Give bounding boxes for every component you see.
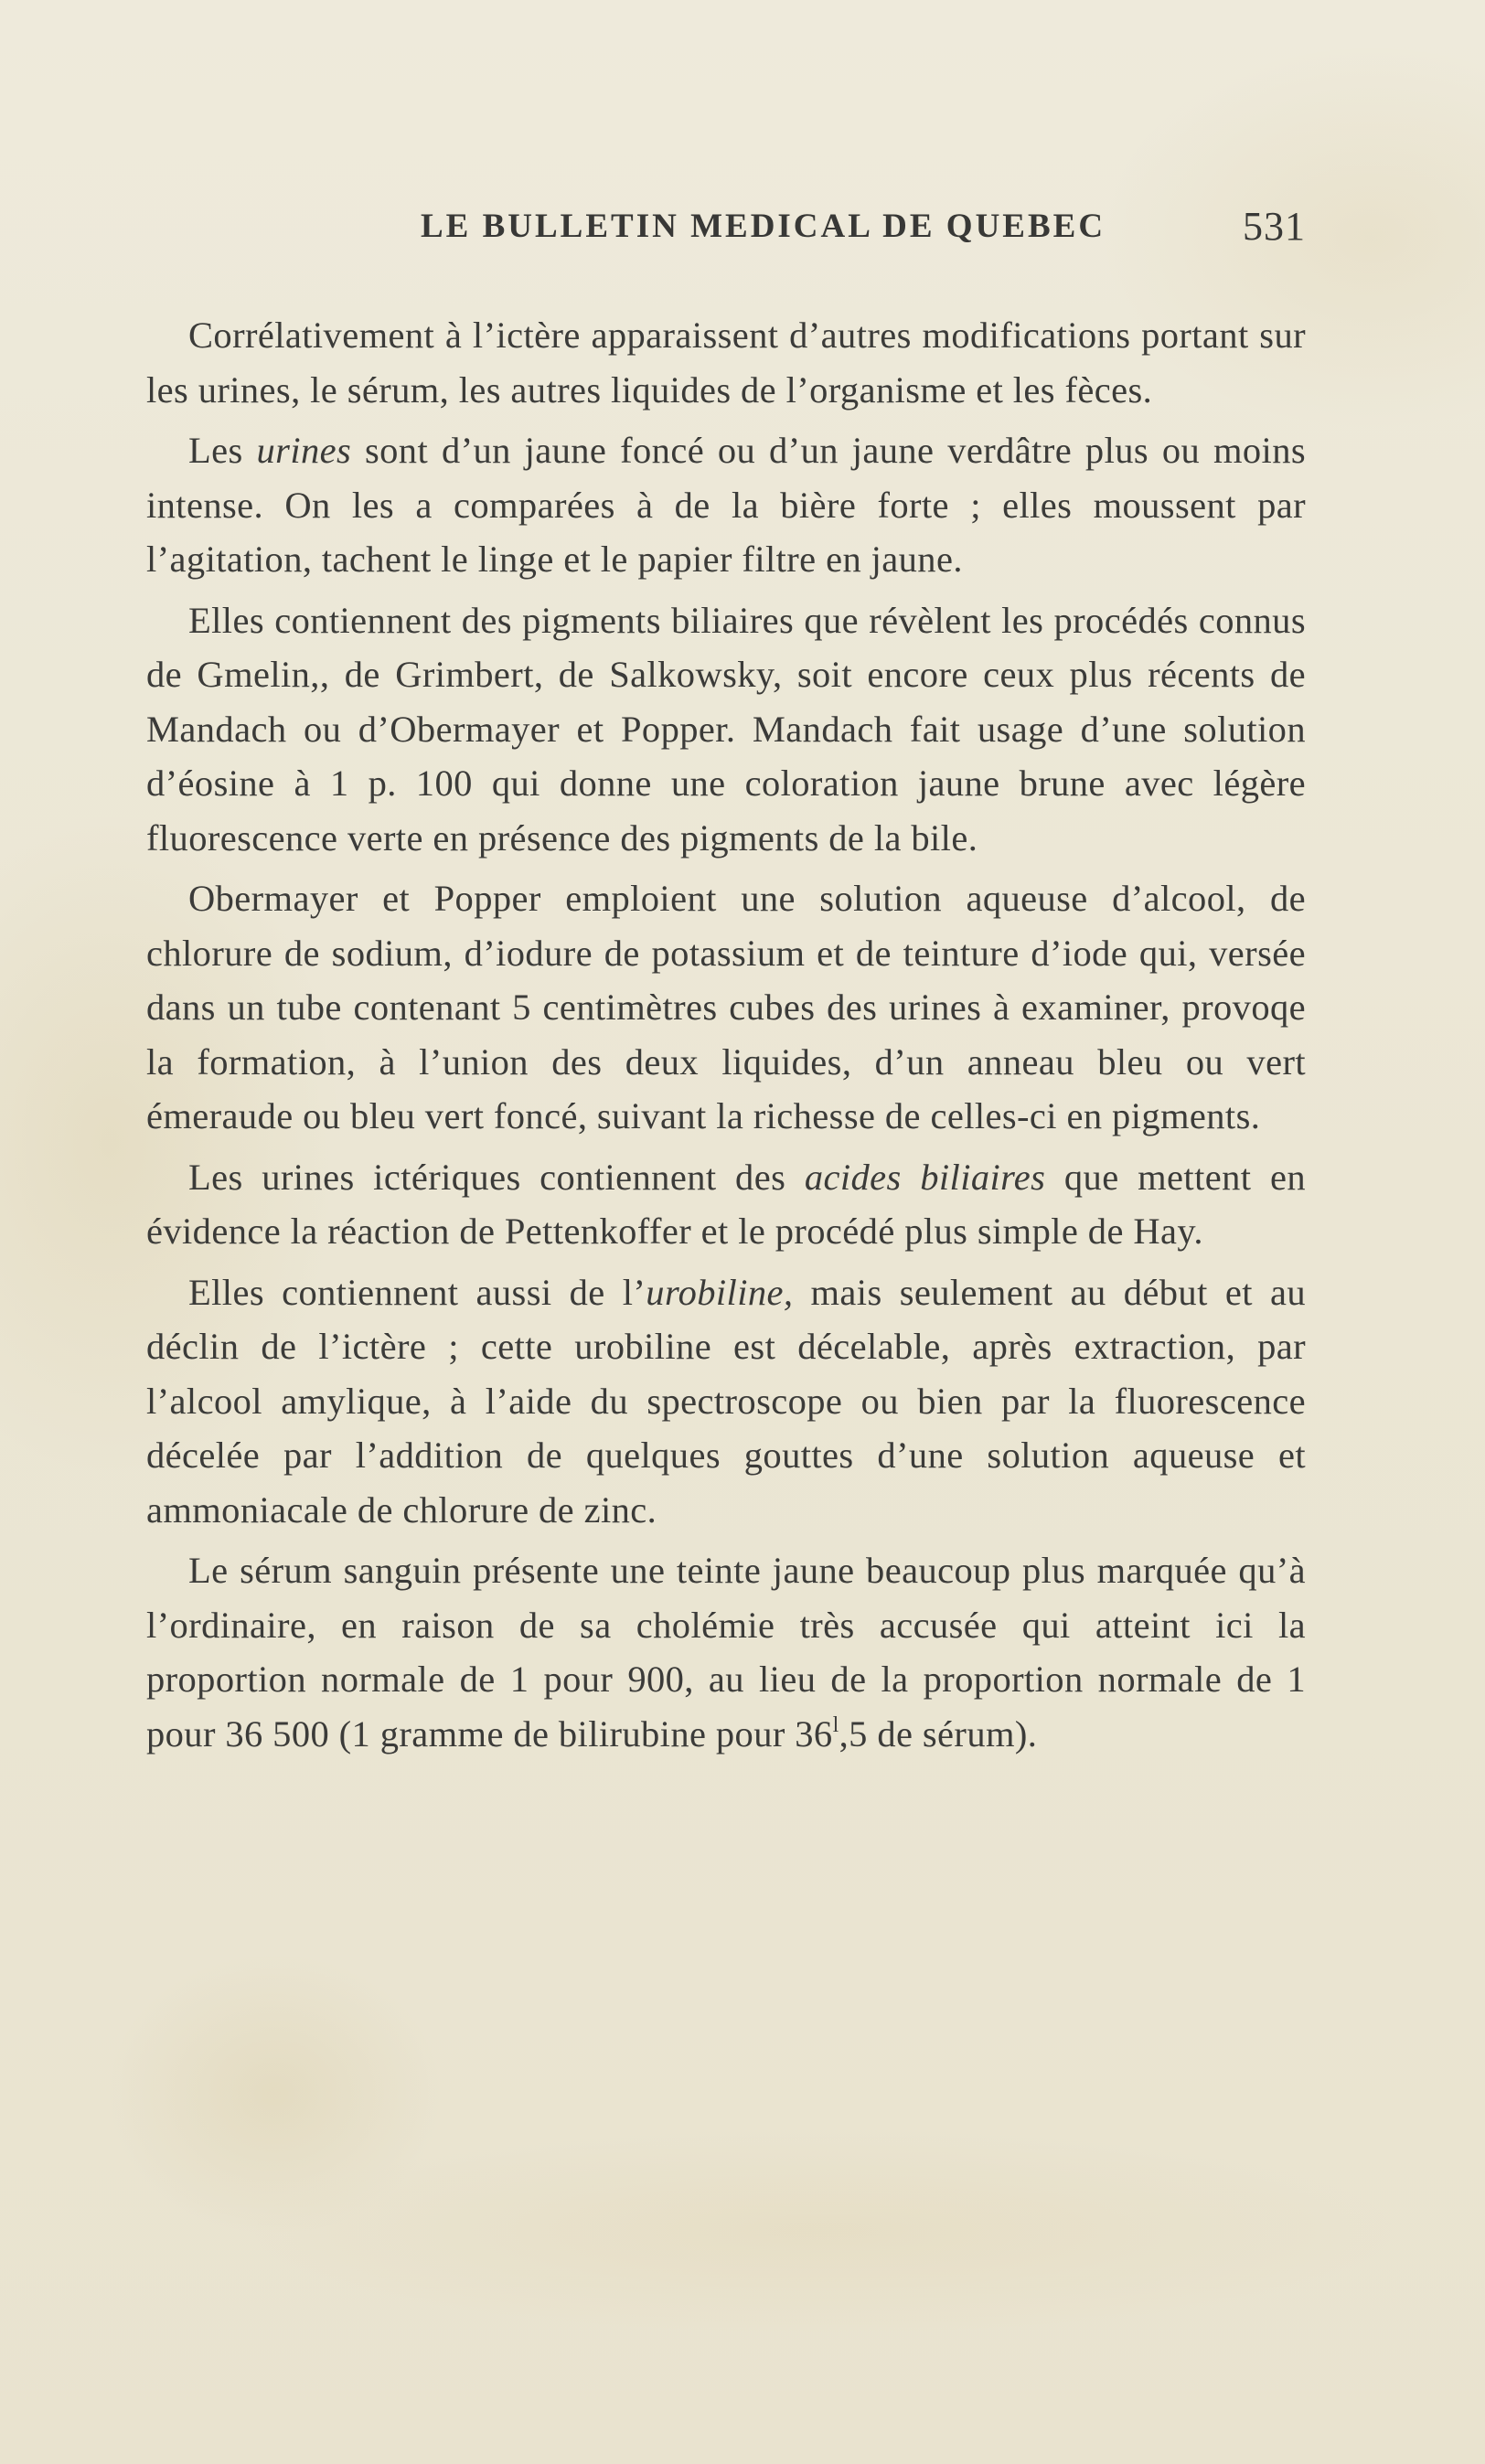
paragraph-acides-biliaires (146, 1150, 1306, 1259)
paragraph-obermayer-popper (146, 871, 1306, 1144)
paragraph-pigments-biliaires (146, 593, 1306, 866)
paragraph-urobiline (146, 1265, 1306, 1538)
paragraph-text: mais seulement au début et au déclin de l’ictère ; cette urobiline est décelable, après extraction, par l’alcool amylique, à l’aide du spectroscope ou bien par la fluorescence décelée par l’addition de quelques gouttes d’une solution aqueuse et ammoniacale de chlorure de zinc. (146, 1271, 1306, 1531)
body-text (146, 308, 1306, 1774)
italic-term-acides-biliaires: acides biliaires (804, 1156, 1046, 1198)
page-number: 531 (1243, 204, 1306, 249)
paragraph-text: Obermayer et Popper emploient une solution aqueuse d’alcool, de chlorure de sodium, d’iodure de potassium et de teinture d’iode qui, versée dans un tube contenant 5 centimètres cubes des urines à examiner, provoqe la formation, à l’union des deux liquides, d’un anneau bleu ou vert émeraude ou bleu vert foncé, suivant la richesse de celles-ci en pigments. (146, 878, 1306, 1136)
paragraph-urines (146, 423, 1306, 587)
paragraph-text: Le sérum sanguin présente une teinte jaune beaucoup plus marquée qu’à l’ordinaire, en raison de sa cholémie très accusée qui atteint ici la proportion normale de 1 pour 900, au lieu de la proportion normale de 1 pour 36 500 (1 gramme de bilirubine pour 36 (146, 1550, 1306, 1755)
paragraph-text: ,5 de sérum). (839, 1712, 1038, 1755)
paragraph-text: que mettent en évidence la réaction de Pettenkoffer et le procédé plus simple de Hay. (146, 1156, 1306, 1252)
paragraph-text: sont d’un jaune foncé ou d’un jaune verdâtre plus ou moins intense. On les a comparées à de la bière forte ; elles moussent par l’agitation, tachent le linge et le papier filtre en jaune. (146, 430, 1306, 580)
running-head: LE BULLETIN MEDICAL DE QUEBEC (421, 208, 1106, 245)
paragraph-text: Les urines ictériques contiennent des (188, 1156, 805, 1198)
superscript-unit: l (832, 1712, 839, 1737)
paragraph-text: Corrélativement à l’ictère apparaissent d’autres modifications portant sur les urines, le sérum, les autres liquides de l’organisme et les fèces. (146, 315, 1306, 411)
italic-term-urobiline: urobiline, (646, 1271, 794, 1313)
italic-term-urines: urines (256, 430, 352, 471)
paragraph-text: Elles contiennent des pigments biliaires que révèlent les procédés connus de Gmelin,, de Grimbert, de Salkowsky, soit encore ceux plus récents de Mandach ou d’Obermayer et Popper. Mandach fait usage d’une solution d’éosine à 1 p. 100 qui donne une coloration jaune brune avec légère fluorescence verte en présence des pigments de la bile. (146, 599, 1306, 859)
paragraph-text: Elles contiennent aussi de l’ (188, 1271, 646, 1313)
paragraph-text: Les (188, 430, 257, 471)
page-header (146, 204, 1306, 261)
paragraph-ictere-modifications (146, 308, 1306, 417)
paragraph-serum-sanguin (146, 1543, 1306, 1767)
